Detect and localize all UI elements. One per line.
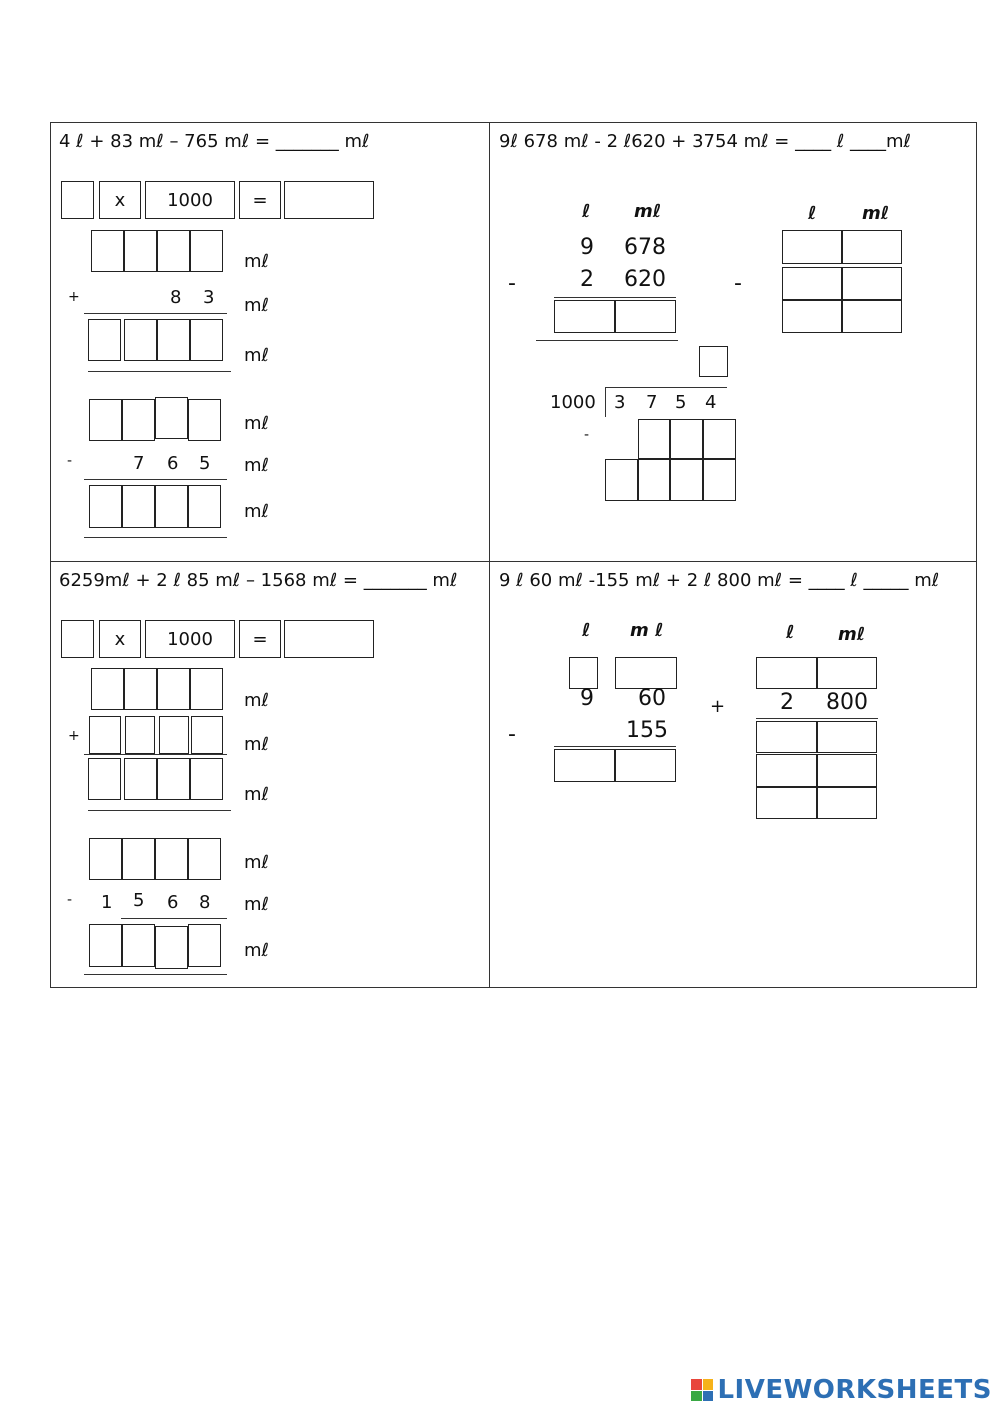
- p3-times-sign: x: [99, 620, 141, 658]
- p3-plus-sign: +: [68, 728, 80, 744]
- p1-sub-top-digit-1[interactable]: [89, 399, 122, 441]
- p4-liters-heading: ℓ: [582, 620, 591, 641]
- p2-liters-heading-2: ℓ: [808, 203, 817, 224]
- p3-add-mid-digit-2[interactable]: [125, 716, 155, 754]
- p3-sub-top-digit-1[interactable]: [89, 838, 122, 880]
- p2-right-result-liters[interactable]: [782, 300, 842, 333]
- problem-4-equation: 9 ℓ 60 mℓ -155 mℓ + 2 ℓ 800 mℓ = ____ ℓ _____ mℓ: [499, 570, 940, 591]
- p3-sub-top-digit-4[interactable]: [188, 838, 221, 880]
- p3-add-rule: [84, 754, 227, 755]
- p2-ml-heading: mℓ: [634, 201, 662, 222]
- p4-rule-1: [554, 746, 676, 747]
- p1-product-input[interactable]: [284, 181, 374, 219]
- p3-sub-digit-1: 1: [101, 892, 113, 913]
- p3-add-top-digit-3[interactable]: [157, 668, 190, 710]
- liveworksheets-logo: [691, 1375, 992, 1405]
- p1-sub-digit-6: 6: [167, 453, 179, 474]
- p2-bottom-liters: 2: [580, 267, 594, 292]
- p3-sub-result-rule: [84, 974, 227, 975]
- p1-sub-result-rule: [84, 537, 227, 538]
- p1-minus-sign: -: [67, 453, 73, 469]
- p4-plus-sign: +: [710, 696, 726, 717]
- p4-conv-liters-input[interactable]: [756, 754, 817, 787]
- p3-add-result-digit-3[interactable]: [157, 758, 190, 800]
- p2-div-rem-digit-4[interactable]: [703, 459, 736, 501]
- p2-rule-2: [536, 340, 678, 341]
- p3-sub-digit-8: 8: [199, 892, 211, 913]
- p3-sub-top-digit-2[interactable]: [122, 838, 155, 880]
- p1-add-top-digit-4[interactable]: [190, 230, 223, 272]
- p2-right-top-liters[interactable]: [782, 230, 842, 264]
- brand-name: LIVEWORKSHEETS: [717, 1375, 992, 1405]
- p3-add-result-digit-2[interactable]: [124, 758, 157, 800]
- p1-unit-6: mℓ: [244, 501, 269, 522]
- p3-add-top-digit-4[interactable]: [190, 668, 223, 710]
- p2-result-ml-input[interactable]: [615, 300, 676, 333]
- problem-1-panel: [51, 123, 490, 562]
- p2-right-mid-liters[interactable]: [782, 267, 842, 300]
- p3-add-mid-digit-1[interactable]: [89, 716, 121, 754]
- p1-sub-digit-7: 7: [133, 453, 145, 474]
- p4-borrow-ml-input[interactable]: [615, 657, 677, 689]
- p4-top-ml: 60: [638, 686, 666, 711]
- brand-icon: [691, 1379, 713, 1401]
- p2-liters-heading: ℓ: [582, 201, 591, 222]
- p1-add-result-digit-3[interactable]: [157, 319, 190, 361]
- p1-thousand-label: 1000: [145, 181, 235, 219]
- p2-div-sub-digit-2[interactable]: [638, 419, 670, 459]
- p4-minus-sign: -: [508, 722, 516, 747]
- p2-div-rem-digit-3[interactable]: [670, 459, 703, 501]
- p3-sub-digit-5: 5: [133, 890, 145, 911]
- p2-div-rem-digit-2[interactable]: [638, 459, 670, 501]
- p2-div-sub-digit-3[interactable]: [670, 419, 703, 459]
- p4-borrow-liters-input[interactable]: [569, 657, 598, 689]
- p2-dividend-digit-4: 4: [705, 392, 717, 413]
- p1-sub-result-digit-1[interactable]: [89, 485, 122, 528]
- p1-unit-4: mℓ: [244, 413, 269, 434]
- p3-thousand-label: 1000: [145, 620, 235, 658]
- p2-div-sub-digit-4[interactable]: [703, 419, 736, 459]
- p4-sub-ml: 155: [626, 718, 668, 743]
- p3-liters-input[interactable]: [61, 620, 94, 658]
- p1-equals-sign: =: [239, 181, 281, 219]
- p4-liters-heading-2: ℓ: [786, 622, 795, 643]
- p1-times-sign: x: [99, 181, 141, 219]
- p4-sum-ml-input[interactable]: [817, 721, 877, 753]
- p3-sub-result-digit-3[interactable]: [155, 926, 188, 969]
- p2-div-rem-digit-1[interactable]: [605, 459, 638, 501]
- problem-2-panel: [490, 123, 976, 562]
- p2-minus-sign-1: -: [508, 271, 516, 296]
- p2-rule-1: [554, 297, 676, 298]
- p1-sub-top-digit-2[interactable]: [122, 399, 155, 441]
- p3-sub-digit-6: 6: [167, 892, 179, 913]
- p2-bottom-ml: 620: [624, 267, 666, 292]
- p2-minus-sign-2: -: [734, 271, 742, 296]
- p3-unit-5: mℓ: [244, 894, 269, 915]
- p1-unit-5: mℓ: [244, 455, 269, 476]
- p4-ml-heading: m ℓ: [630, 620, 664, 641]
- p3-add-mid-digit-3[interactable]: [159, 716, 189, 754]
- p1-liters-input[interactable]: [61, 181, 94, 219]
- p3-product-input[interactable]: [284, 620, 374, 658]
- p2-right-result-ml[interactable]: [842, 300, 902, 333]
- p1-add-result-digit-1[interactable]: [88, 319, 121, 361]
- p3-sub-rule: [121, 918, 227, 919]
- p4-add-ml: 800: [826, 690, 868, 715]
- p2-right-top-ml[interactable]: [842, 230, 902, 264]
- p2-division-minus: -: [584, 427, 590, 443]
- p1-sub-result-digit-4[interactable]: [188, 485, 221, 528]
- p2-top-liters: 9: [580, 235, 594, 260]
- p4-rule-2: [756, 718, 878, 719]
- p3-sub-top-digit-3[interactable]: [155, 838, 188, 880]
- p3-minus-sign: -: [67, 892, 73, 908]
- p2-top-ml: 678: [624, 235, 666, 260]
- p1-add-rule: [84, 313, 227, 314]
- p3-add-top-digit-2[interactable]: [124, 668, 157, 710]
- p2-quotient-input[interactable]: [699, 346, 728, 377]
- p1-add-top-digit-2[interactable]: [124, 230, 157, 272]
- p3-sub-result-digit-1[interactable]: [89, 924, 122, 967]
- problem-3-equation: 6259mℓ + 2 ℓ 85 mℓ – 1568 mℓ = _______ mℓ: [59, 570, 458, 591]
- p1-sub-digit-5: 5: [199, 453, 211, 474]
- p1-unit-3: mℓ: [244, 345, 269, 366]
- p3-equals-sign: =: [239, 620, 281, 658]
- p2-dividend-digit-5: 5: [675, 392, 687, 413]
- p2-dividend-digit-7: 7: [646, 392, 658, 413]
- problem-1-equation: 4 ℓ + 83 mℓ – 765 mℓ = _______ mℓ: [59, 131, 370, 152]
- p3-unit-6: mℓ: [244, 940, 269, 961]
- p2-division-bracket: [605, 387, 606, 417]
- p4-result-liters-input[interactable]: [554, 749, 615, 782]
- p1-add-result-digit-4[interactable]: [190, 319, 223, 361]
- p4-result-ml-input[interactable]: [615, 749, 676, 782]
- p1-plus-sign: +: [68, 289, 80, 305]
- p1-sub-top-digit-3[interactable]: [155, 397, 188, 439]
- p1-sub-result-digit-3[interactable]: [155, 485, 188, 528]
- p4-top-liters: 9: [580, 686, 594, 711]
- p2-ml-heading-2: mℓ: [862, 203, 890, 224]
- p3-sub-result-digit-2[interactable]: [122, 924, 155, 967]
- p3-add-result-digit-4[interactable]: [190, 758, 223, 800]
- p4-carry-ml-input[interactable]: [817, 657, 877, 689]
- p4-conv-ml-input[interactable]: [817, 754, 877, 787]
- p1-add-digit-8: 8: [170, 287, 182, 308]
- p1-unit-1: mℓ: [244, 251, 269, 272]
- p1-add-top-digit-3[interactable]: [157, 230, 190, 272]
- p3-add-top-digit-1[interactable]: [91, 668, 124, 710]
- p1-add-result-rule: [88, 371, 231, 372]
- p4-add-liters: 2: [780, 690, 794, 715]
- p3-add-result-digit-1[interactable]: [88, 758, 121, 800]
- p4-sum-liters-input[interactable]: [756, 721, 817, 753]
- worksheet-grid: [50, 122, 977, 988]
- p2-right-mid-ml[interactable]: [842, 267, 902, 300]
- p3-unit-2: mℓ: [244, 734, 269, 755]
- p3-sub-result-digit-4[interactable]: [188, 924, 221, 967]
- p3-unit-1: mℓ: [244, 690, 269, 711]
- p1-sub-top-digit-4[interactable]: [188, 399, 221, 441]
- p3-unit-3: mℓ: [244, 784, 269, 805]
- p1-add-result-digit-2[interactable]: [124, 319, 157, 361]
- p2-dividend-digit-3: 3: [614, 392, 626, 413]
- p3-add-mid-digit-4[interactable]: [191, 716, 223, 754]
- p4-carry-liters-input[interactable]: [756, 657, 817, 689]
- problem-2-equation: 9ℓ 678 mℓ - 2 ℓ620 + 3754 mℓ = ____ ℓ ____mℓ: [499, 131, 911, 152]
- p4-final-liters-input[interactable]: [756, 787, 817, 819]
- p1-sub-rule: [84, 479, 227, 480]
- problem-4-panel: [490, 562, 976, 987]
- p1-add-digit-3: 3: [203, 287, 215, 308]
- p3-unit-4: mℓ: [244, 852, 269, 873]
- p2-divisor: 1000: [550, 392, 596, 413]
- p1-unit-2: mℓ: [244, 295, 269, 316]
- p2-division-bar: [605, 387, 727, 388]
- p1-sub-result-digit-2[interactable]: [122, 485, 155, 528]
- p4-ml-heading-2: mℓ: [838, 624, 866, 645]
- p1-add-top-digit-1[interactable]: [91, 230, 124, 272]
- p4-final-ml-input[interactable]: [817, 787, 877, 819]
- p2-result-liters-input[interactable]: [554, 300, 615, 333]
- p3-add-result-rule: [88, 810, 231, 811]
- problem-3-panel: [51, 562, 490, 987]
